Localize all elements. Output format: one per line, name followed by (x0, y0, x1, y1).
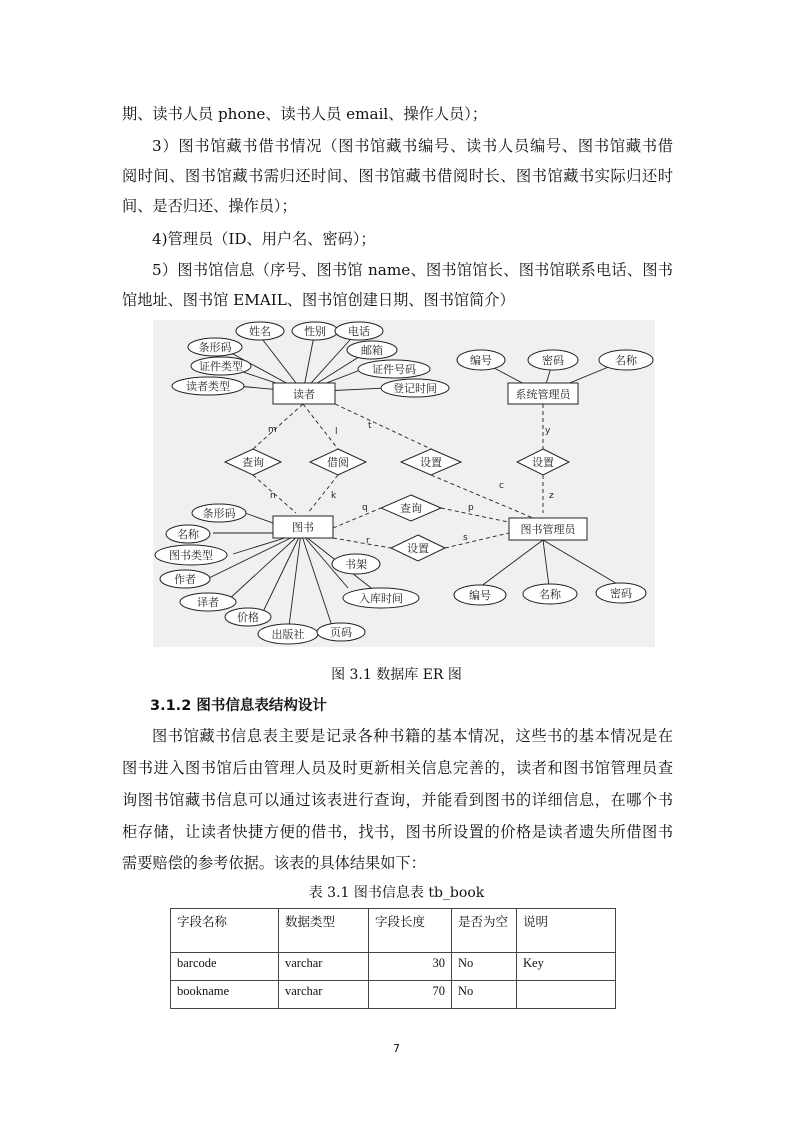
paragraph-line: 馆地址、图书馆 EMAIL、图书馆创建日期、图书馆简介） (122, 291, 515, 309)
entity-bookadmin: 图书管理员 (520, 523, 576, 536)
table-header-cell: 说明 (517, 909, 616, 953)
attr-label: 名称 (177, 528, 199, 541)
attr-label: 页码 (330, 626, 352, 639)
er-diagram (153, 320, 655, 647)
paragraph-line: 5）图书馆信息（序号、图书馆 name、图书馆馆长、图书馆联系电话、图书 (152, 261, 673, 279)
table-cell: bookname (171, 981, 279, 1009)
attr-label: 邮箱 (361, 344, 383, 357)
table-header-cell: 是否为空 (452, 909, 517, 953)
attr-label: 密码 (542, 354, 564, 367)
attr-label: 书架 (345, 558, 367, 571)
cardinality-label: k (331, 491, 337, 501)
attr-label: 出版社 (271, 628, 305, 641)
relation-setup: 设置 (407, 542, 429, 555)
cardinality-label: c (499, 481, 504, 491)
table-header-row (171, 909, 616, 953)
paragraph-line: 期、读书人员 phone、读书人员 email、操作人员）； (122, 105, 488, 123)
table-cell: barcode (171, 953, 279, 981)
relation-borrow: 借阅 (327, 456, 349, 469)
figure-caption: 图 3.1 数据库 ER 图 (331, 667, 462, 683)
cardinality-label: q (362, 503, 368, 513)
attr-label: 密码 (610, 587, 632, 600)
cardinality-label: n (270, 491, 276, 501)
attr-label: 编号 (469, 589, 491, 602)
attr-label: 作者 (174, 573, 196, 586)
page-number: 7 (393, 1042, 400, 1055)
table-cell: varchar (279, 981, 369, 1009)
attr-label: 电话 (348, 325, 370, 338)
relation-query: 查询 (400, 502, 422, 515)
attr-label: 条形码 (202, 507, 236, 520)
paragraph-line: 3）图书馆藏书借书情况（图书馆藏书编号、读书人员编号、图书馆藏书借 (152, 137, 673, 155)
attr-label: 证件号码 (372, 363, 416, 376)
paragraph-line: 4)管理员（ID、用户名、密码）； (152, 230, 376, 248)
relation-query: 查询 (242, 456, 264, 469)
table-header-cell: 字段长度 (369, 909, 452, 953)
table-header-cell: 字段名称 (171, 909, 279, 953)
attr-label: 姓名 (249, 325, 271, 338)
section-heading: 3.1.2 图书信息表结构设计 (150, 698, 327, 714)
table-caption: 表 3.1 图书信息表 tb_book (308, 885, 485, 901)
attr-label: 入库时间 (359, 592, 403, 605)
cardinality-label: y (545, 426, 551, 436)
cardinality-label: t (368, 421, 372, 431)
attr-label: 读者类型 (186, 380, 230, 393)
cardinality-label: m (268, 425, 277, 435)
table-row (171, 953, 616, 981)
attr-label: 证件类型 (199, 360, 243, 373)
table-row (171, 981, 616, 1009)
table-cell: 70 (369, 981, 452, 1009)
paragraph-line: 柜存储，让读者快捷方便的借书，找书，图书所设置的价格是读者遗失所借图书 (122, 823, 673, 841)
paragraph-line: 图书馆藏书信息表主要是记录各种书籍的基本情况，这些书的基本情况是在 (152, 727, 673, 745)
paragraph-line: 图书进入图书馆后由管理人员及时更新相关信息完善的，读者和图书馆管理员查 (122, 759, 673, 777)
cardinality-label: r (366, 536, 370, 546)
cardinality-label: s (463, 533, 468, 543)
table-cell: varchar (279, 953, 369, 981)
attr-label: 性别 (304, 325, 326, 338)
table-header-cell: 数据类型 (279, 909, 369, 953)
book-info-table (170, 908, 616, 1009)
cardinality-label: l (335, 427, 338, 437)
attr-label: 译者 (197, 596, 219, 609)
paragraph-line: 询图书馆藏书信息可以通过该表进行查询，并能看到图书的详细信息，在哪个书 (122, 791, 673, 809)
attr-label: 编号 (470, 354, 492, 367)
paragraph-line: 需要赔偿的参考依据。该表的具体结果如下： (122, 854, 426, 872)
entity-reader: 读者 (293, 388, 315, 401)
attr-label: 图书类型 (169, 549, 213, 562)
table-cell: Key (517, 953, 616, 981)
paragraph-line: 阅时间、图书馆藏书需归还时间、图书馆藏书借阅时长、图书馆藏书实际归还时 (122, 167, 673, 185)
relation-setup: 设置 (420, 456, 442, 469)
attr-label: 名称 (539, 588, 561, 601)
paragraph-line: 间、是否归还、操作员）； (122, 197, 297, 215)
attr-label: 条形码 (198, 341, 232, 354)
table-cell: 30 (369, 953, 452, 981)
attr-label: 名称 (615, 354, 637, 367)
table-cell: No (452, 953, 517, 981)
cardinality-label: z (549, 491, 554, 501)
relation-setup: 设置 (532, 456, 554, 469)
attr-label: 价格 (237, 611, 259, 624)
table-cell: No (452, 981, 517, 1009)
cardinality-label: p (468, 503, 474, 513)
entity-sysadmin: 系统管理员 (515, 388, 571, 401)
entity-book: 图书 (292, 521, 314, 534)
attr-label: 登记时间 (393, 382, 437, 395)
table-cell (517, 981, 616, 1009)
